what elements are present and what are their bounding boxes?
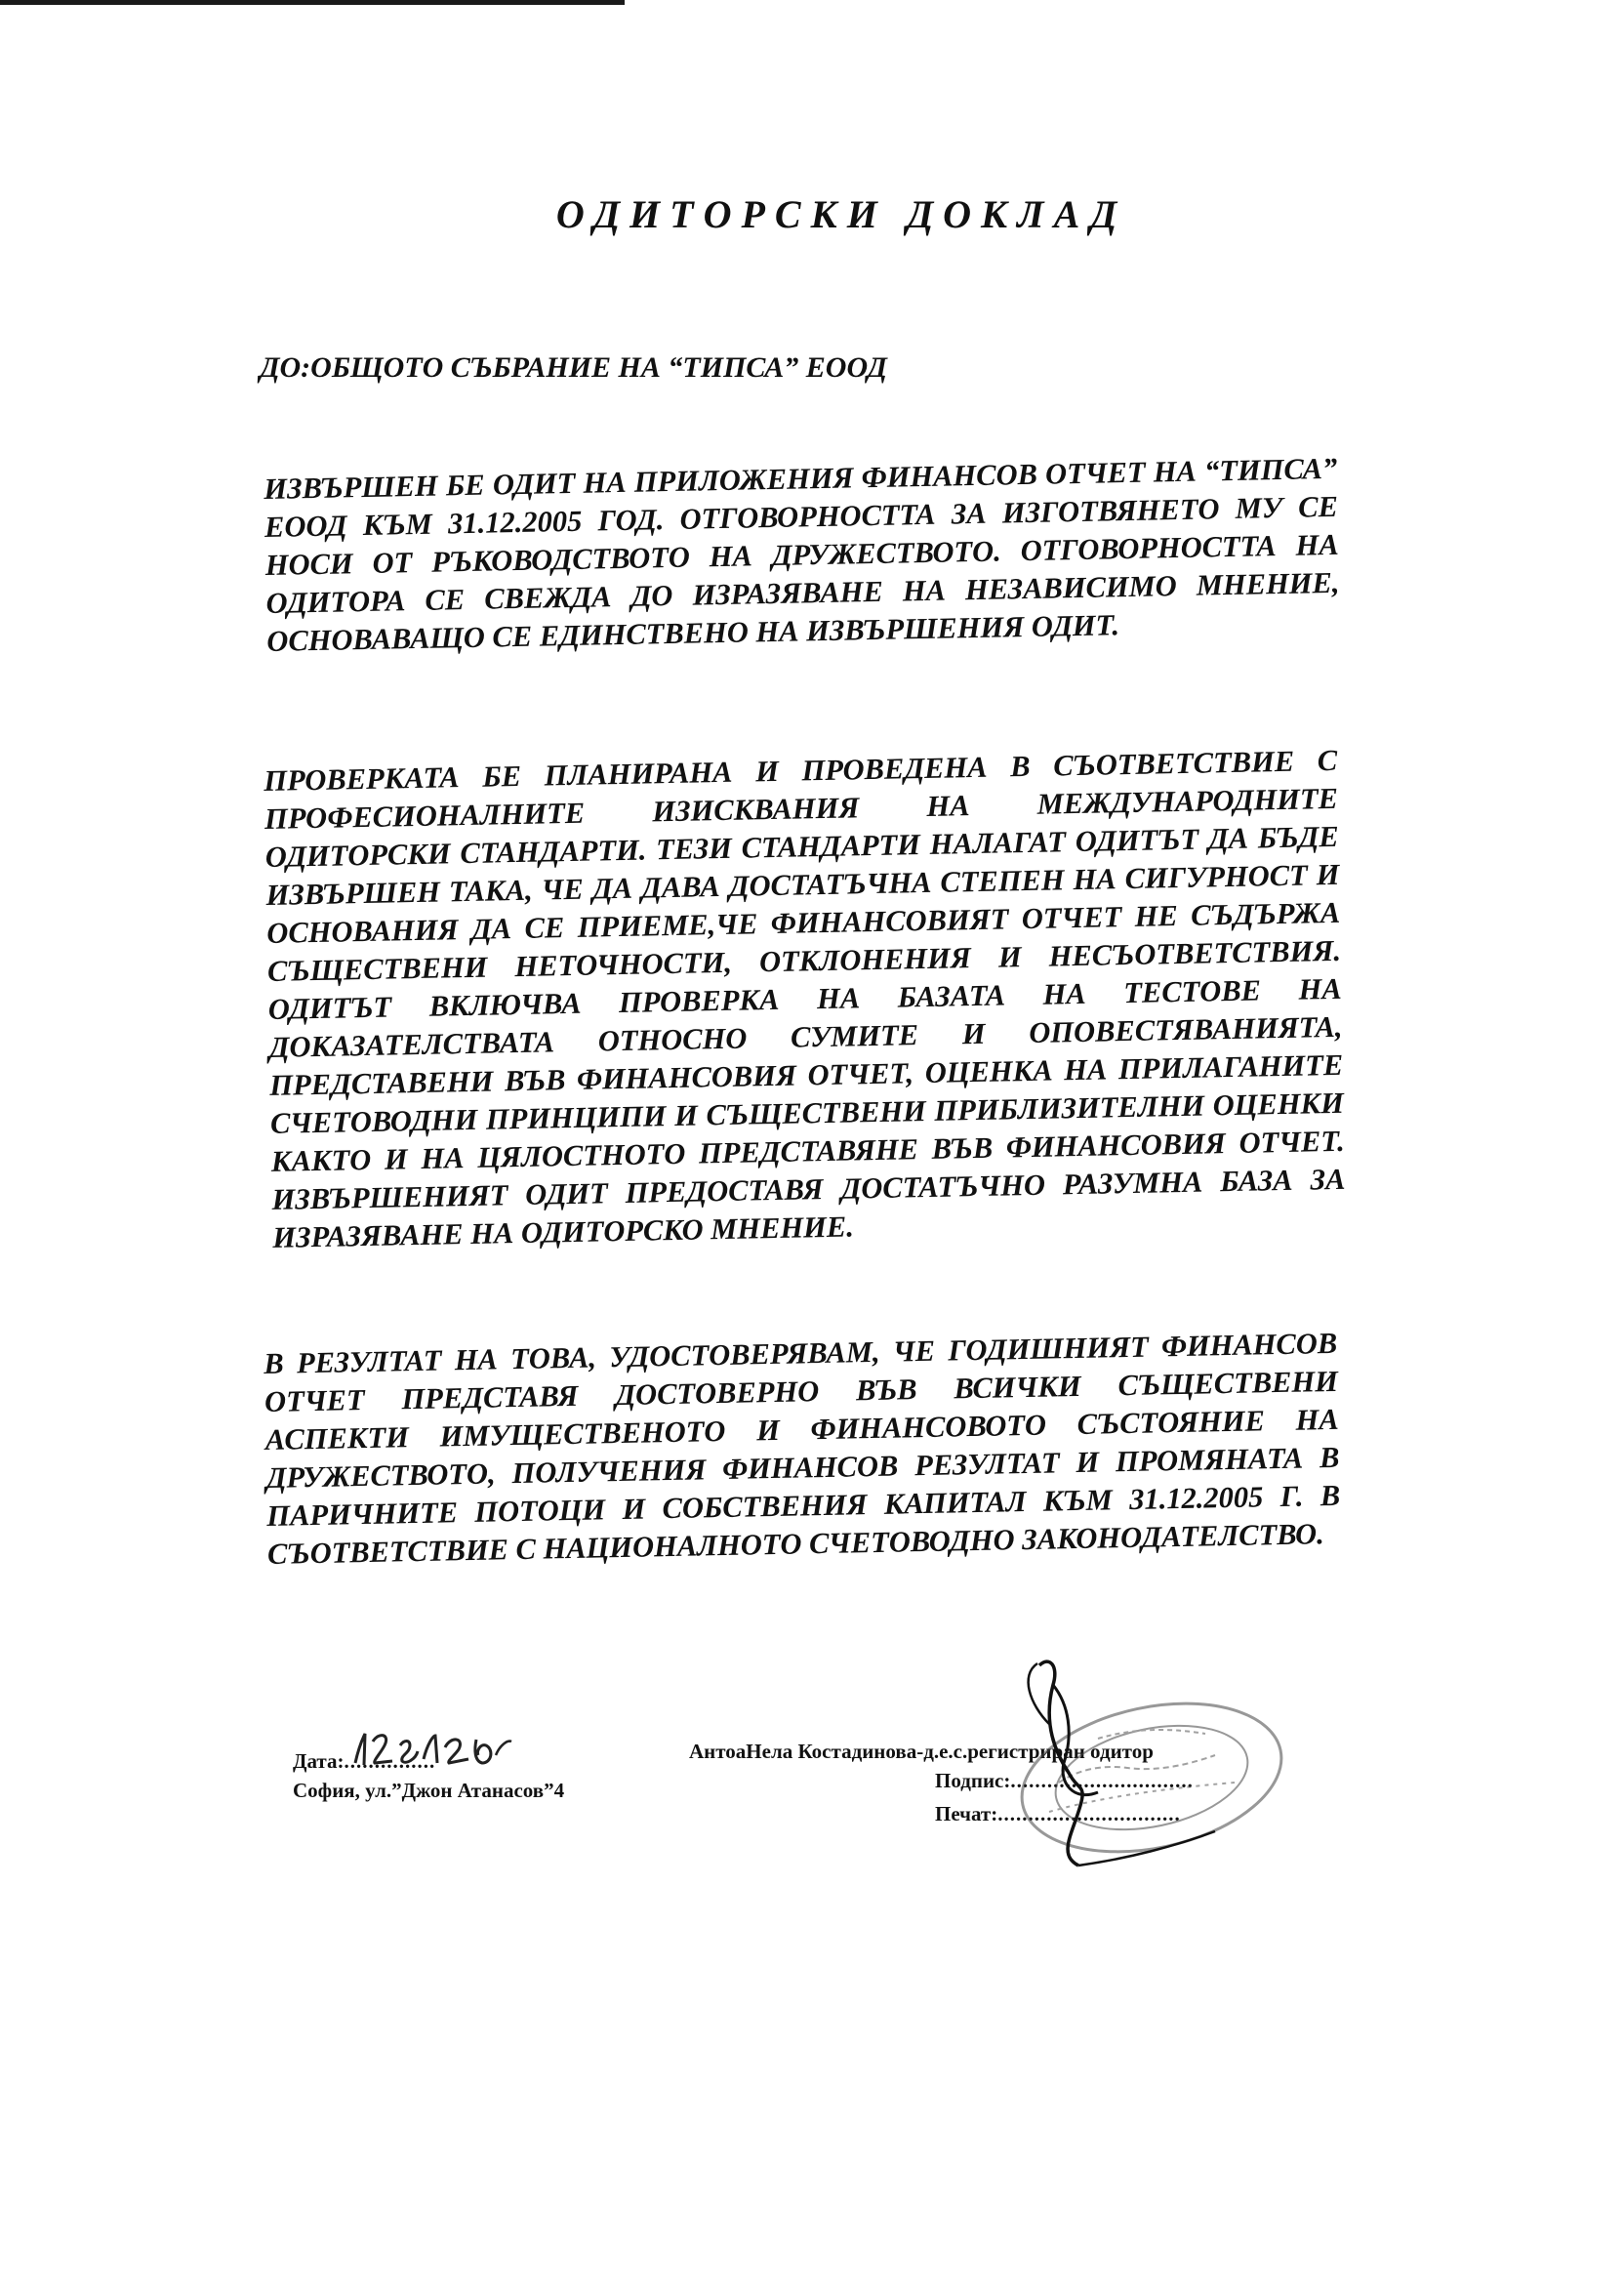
paragraph-audit-scope: ИЗВЪРШЕН БЕ ОДИТ НА ПРИЛОЖЕНИЯ ФИНАНСОВ ОТЧЕТ НА “ТИПСА” ЕООД КЪМ 31.12.2005 ГОД. ОТГОВОРНОСТТА ЗА ИЗГОТВЯНЕТО МУ СЕ НОСИ ОТ РЪКОВОДСТВОТО НА ДРУЖЕСТВОТО. ОТГОВОРНОСТТА НА ОДИТОРА СЕ СВЕЖДА ДО ИЗРАЗЯВАНЕ НА НЕЗАВИСИМО МНЕНИЕ, ОСНОВАВАЩО СЕ ЕДИНСТВЕНО НА ИЗВЪРШЕНИЯ ОДИТ. [264,451,1340,658]
addressee: ДО:ОБЩОТО СЪБРАНИЕ НА “ТИПСА” ЕООД [260,351,887,384]
stamp-label: Печат: [935,1802,998,1825]
paragraph-audit-standards: ПРОВЕРКАТА БЕ ПЛАНИРАНА И ПРОВЕДЕНА В СЪОТВЕТСТВИЕ С ПРОФЕСИОНАЛНИТЕ ИЗИСКВАНИЯ НА МЕЖДУНАРОДНИТЕ ОДИТОРСКИ СТАНДАРТИ. ТЕЗИ СТАНДАРТИ НАЛАГАТ ОДИТЪТ ДА БЪДЕ ИЗВЪРШЕН ТАКА, ЧЕ ДА ДАВА ДОСТАТЪЧНА СТЕПЕН НА СИГУРНОСТ И ОСНОВАНИЯ ДА СЕ ПРИЕМЕ,ЧЕ ФИНАНСОВИЯТ ОТЧЕТ НЕ СЪДЪРЖА СЪЩЕСТВЕНИ НЕТОЧНОСТИ, ОТКЛОНЕНИЯ И НЕСЪОТВЕТСТВИЯ. ОДИТЪТ ВКЛЮЧВА ПРОВЕРКА НА БАЗАТА НА ТЕСТОВЕ НА ДОКАЗАТЕЛСТВАТА ОТНОСНО СУМИТЕ И ОПОВЕСТЯВАНИЯТА, ПРЕДСТАВЕНИ ВЪВ ФИНАНСОВИЯ ОТЧЕТ, ОЦЕНКА НА ПРИЛАГАНИТЕ СЧЕТОВОДНИ ПРИНЦИПИ И СЪЩЕСТВЕНИ ПРИБЛИЗИТЕЛНИ ОЦЕНКИ КАКТО И НА ЦЯЛОСТНОТО ПРЕДСТАВЯНЕ ВЪВ ФИНАНСОВИЯ ОТЧЕТ. ИЗВЪРШЕНИЯТ ОДИТ ПРЕДОСТАВЯ ДОСТАТЪЧНО РАЗУМНА БАЗА ЗА ИЗРАЗЯВАНЕ НА ОДИТОРСКО МНЕНИЕ. [264,743,1346,1254]
signature-label: Подпис: [935,1769,1011,1792]
date-dots: ............... [344,1749,436,1773]
address-line: София, ул.”Джон Атанасов”4 [293,1779,565,1802]
stamp-dots: .............................. [997,1802,1181,1825]
handwritten-date [349,1726,515,1775]
scan-edge [0,0,625,5]
document-title: ОДИТОРСКИ ДОКЛАД [555,192,1127,236]
signature-and-stamp [981,1646,1303,1890]
signature-dots: .............................. [1010,1769,1194,1792]
auditor-name: АнтоаНела Костадинова-д.е.с.регистриран одитор [689,1740,1154,1763]
paragraph-audit-opinion: В РЕЗУЛТАТ НА ТОВА, УДОСТОВЕРЯВАМ, ЧЕ ГОДИШНИЯТ ФИНАНСОВ ОТЧЕТ ПРЕДСТАВЯ ДОСТОВЕРНО ВЪВ ВСИЧКИ СЪЩЕСТВЕНИ АСПЕКТИ ИМУЩЕСТВЕНОТО И ФИНАНСОВОТО СЪСТОЯНИЕ НА ДРУЖЕСТВОТО, ПОЛУЧЕНИЯ ФИНАНСОВ РЕЗУЛТАТ И ПРОМЯНАТА В ПАРИЧНИТЕ ПОТОЦИ И СОБСТВЕНИЯ КАПИТАЛ КЪМ 31.12.2005 Г. В СЪОТВЕТСТВИЕ С НАЦИОНАЛНОТО СЧЕТОВОДНО ЗАКОНОДАТЕЛСТВО. [264,1326,1341,1571]
date-label: Дата: [293,1749,345,1773]
stamp-seal [1008,1682,1295,1874]
